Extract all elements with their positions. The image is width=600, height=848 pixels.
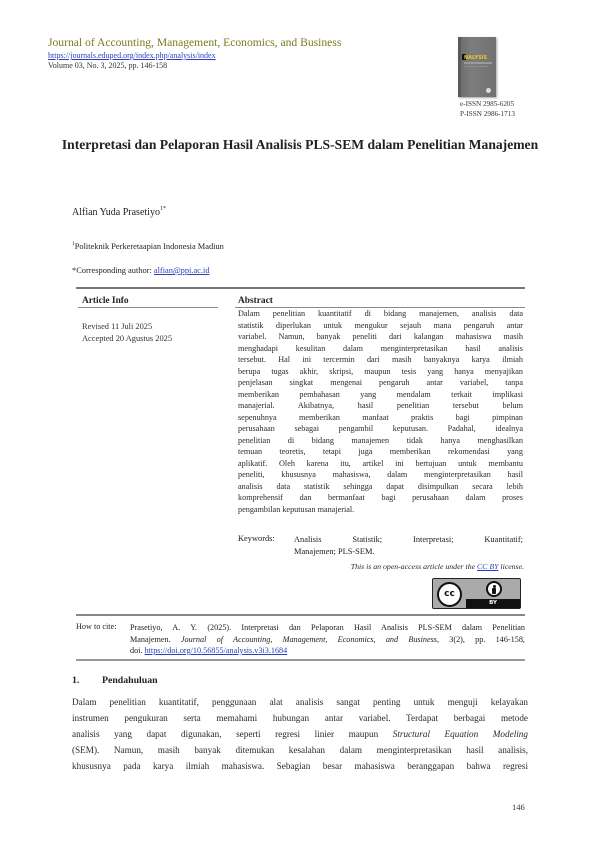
abstract-line: temuan teoretis, tetapi juga memberikan rekomendasi yang	[238, 447, 523, 456]
abstract-line: manajerial. Akibatnya, hasil penelitian tersebut belum	[238, 401, 523, 410]
citation-text-post: 3(2), pp. 146-158,	[439, 634, 525, 644]
affiliation	[72, 241, 224, 251]
accepted-date: Accepted 20 Agustus 2025	[82, 334, 173, 343]
section-title: Pendahuluan	[102, 675, 158, 686]
body-line	[72, 726, 528, 742]
article-title: Interpretasi dan Pelaporan Hasil Analisis PLS-SEM dalam Penelitian Manajemen	[61, 137, 539, 152]
doi-link[interactable]: https://doi.org/10.56855/analysis.v3i3.1684	[144, 646, 288, 655]
citation-text	[130, 622, 525, 657]
corresponding-label: *Corresponding author:	[72, 266, 154, 275]
how-to-cite-label: How to cite:	[76, 622, 117, 631]
citation-journal: Journal of Accounting, Management, Economics, and Business,	[180, 634, 440, 644]
person-body	[492, 588, 496, 594]
open-access-text-end: license.	[498, 562, 524, 571]
attribution-person-icon	[486, 581, 502, 597]
section-number: 1.	[72, 675, 80, 686]
body-line: instrumen pengukuran serta memahami hubungan antar variabel. Terdapat berbagai metode	[72, 713, 528, 723]
revised-date: Revised 11 Juli 2025	[82, 322, 153, 331]
affiliation-text: Politeknik Perkeretaapian Indonesia Madiun	[74, 241, 224, 251]
open-access-notice	[300, 562, 524, 571]
citation-line	[130, 645, 525, 657]
cover-logo-text: NALYSIS	[464, 55, 488, 61]
citation-line	[130, 634, 525, 646]
abstract-line: penjelasan singkat mengenai pengaruh antar variabel, tanpa	[238, 378, 523, 387]
citation-text-pre: Manajemen.	[130, 634, 181, 644]
by-label: BY	[466, 599, 520, 608]
body-line: (SEM). Namun, masih banyak ditemukan kesalahan dalam menginterpretasikan hasil analisis,	[72, 745, 528, 755]
body-text: analisis yang dapat digunakan, seperti regresi linier maupun	[72, 729, 379, 739]
abstract-line: komprehensif dan bermanfaat bagi perusahaan dalam proses	[238, 493, 523, 502]
cover-subtitle-bar	[464, 66, 488, 67]
keywords-line: Analisis Statistik; Interpretasi; Kuantitatif;	[294, 535, 523, 544]
abstract-line: penelitian di bidang manajemen tidak hanya menghasilkan	[238, 435, 523, 445]
cover-subtitle-bar	[464, 62, 492, 64]
keywords	[294, 534, 523, 557]
divider-article-info	[78, 307, 218, 308]
journal-url-link[interactable]: https://journals.eduped.org/index.php/analysis/index	[48, 51, 216, 60]
body-line: khususnya pada karya ilmiah mahasiswa. Sebagian besar mahasiswa beranggapan bahwa regresi	[72, 761, 528, 771]
affiliation-superscript: 1	[72, 241, 75, 247]
divider-top	[76, 287, 525, 289]
corresponding-email-link[interactable]: alfian@ppi.ac.id	[153, 266, 210, 275]
author-name-text: Alfian Yuda Prasetiyo	[72, 207, 160, 218]
abstract-line: perusahaan sebagai pengambil keputusan. Padahal, idealnya	[238, 424, 523, 433]
journal-title: Journal of Accounting, Management, Economics, and Business	[48, 36, 342, 49]
abstract-line: analisis data statistik sehingga dapat disimpulkan secara lebih	[238, 481, 523, 491]
journal-cover-image	[458, 37, 496, 97]
e-issn: e-ISSN 2985-6205	[460, 100, 515, 108]
divider-citation-top	[76, 614, 525, 616]
keywords-label: Keywords:	[238, 534, 275, 543]
corresponding-author	[72, 266, 210, 275]
section-heading	[72, 675, 158, 686]
section-body	[72, 694, 528, 774]
abstract-line: aplikatif. Oleh karena itu, artikel ini bertujuan untuk membantu	[238, 458, 523, 468]
page-number: 146	[512, 802, 525, 812]
journal-volume: Volume 03, No. 3, 2025, pp. 146-158	[48, 61, 168, 70]
cc-by-license-link[interactable]: CC BY	[477, 562, 499, 571]
article-info-heading: Article Info	[82, 296, 129, 306]
abstract-line: pengambilan keputusan manajerial.	[238, 504, 355, 514]
creative-commons-icon: cc	[437, 582, 462, 607]
body-line: Dalam penelitian kuantitatif, penggunaan alat analisis sangat penting untuk menguji kelayakan	[72, 697, 528, 707]
abstract-line: tersebut. Hal ini tercermin dari masih banyaknya karya ilmiah	[238, 355, 523, 364]
author-name	[72, 207, 166, 218]
abstract-line: menghadapi kesulitan dalam menginterpretasikan hasil analisis	[238, 343, 523, 353]
abstract-line: statistik diperlukan untuk mengukur sejauh mana pengaruh antar	[238, 320, 523, 330]
abstract-line: variabel. Namun, banyak peneliti dari kalangan mahasiswa masih	[238, 332, 523, 341]
abstract-line: peneliti, khususnya mahasiswa, dalam menginterpretasikan hasil	[238, 470, 523, 479]
abstract-line: berupa tugas akhir, skripsi, maupun tesis yang hanya menyajikan	[238, 366, 523, 376]
doi-label: doi.	[130, 646, 145, 655]
cover-spine	[458, 37, 461, 97]
open-access-text: This is an open-access article under the	[350, 562, 477, 571]
divider-citation-bottom	[76, 659, 525, 661]
abstract-line: Dalam penelitian kuantitatif di bidang manajemen, analisis data	[238, 309, 523, 318]
body-italic-term: Structural Equation Modeling	[392, 729, 528, 739]
p-issn: P-ISSN 2986-1713	[460, 110, 515, 118]
citation-line: Prasetiyo, A. Y. (2025). Interpretasi dan Pelaporan Hasil Analisis PLS-SEM dalam Penelitian	[130, 623, 525, 632]
author-superscript: 1*	[159, 206, 166, 212]
abstract-line: memberikan pembahasan yang mendalam terkait implikasi	[238, 389, 523, 399]
cc-by-license-badge[interactable]	[432, 578, 521, 609]
cover-badge-icon	[486, 88, 491, 93]
abstract-heading: Abstract	[238, 296, 273, 306]
abstract-body	[238, 308, 523, 515]
abstract-line: sepenuhnya memberikan manfaat praktis bagi pimpinan	[238, 412, 523, 422]
keywords-line: Manajemen; PLS-SEM.	[294, 546, 375, 556]
